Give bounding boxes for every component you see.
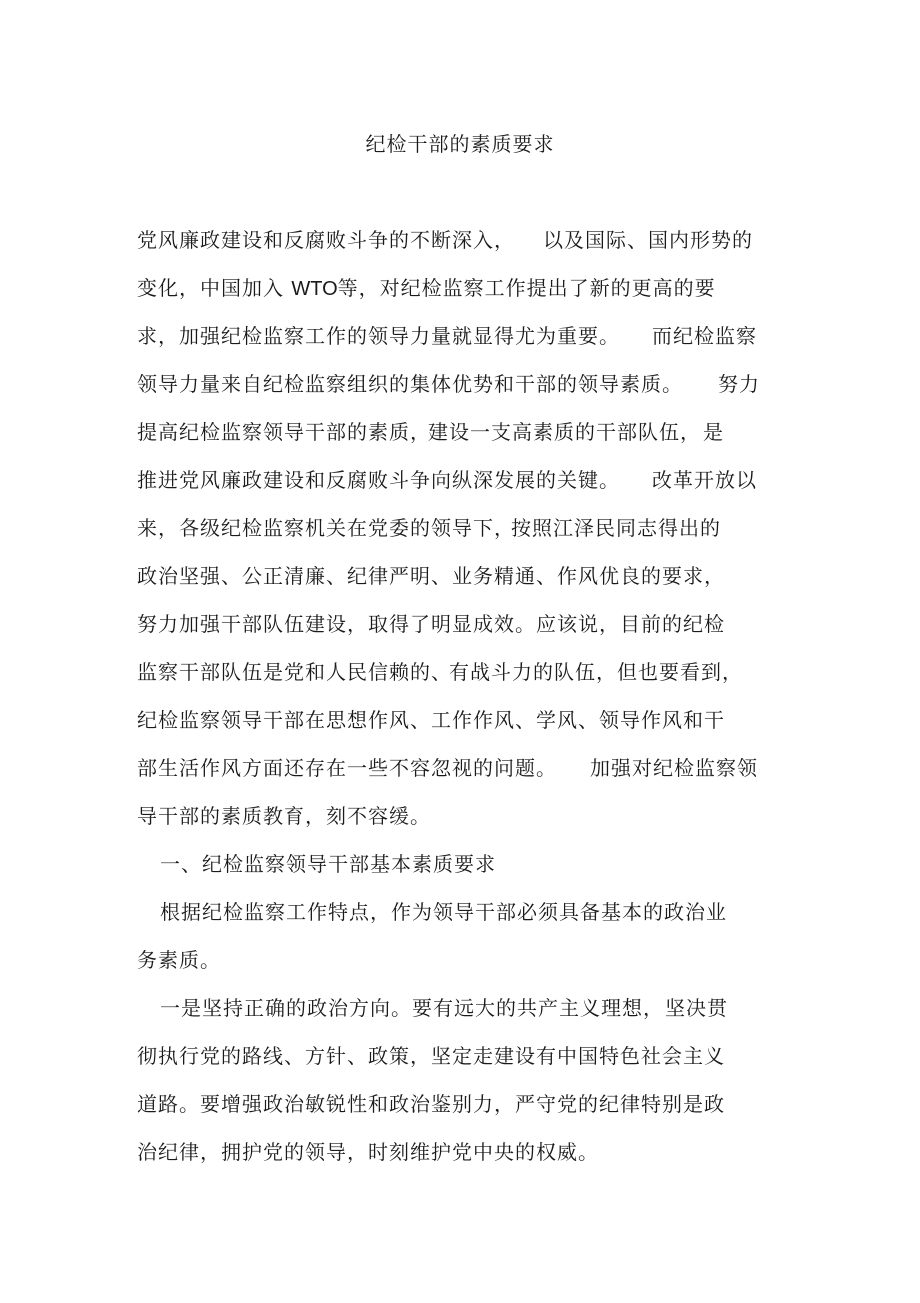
text-line: 一是坚持正确的政治方向。 [160,996,412,1020]
text-line: 加强对纪检监察领 [590,756,758,780]
text-line: 按照江泽民同志得出的 [511,516,721,540]
text-line: 有战斗力的队伍，但也要看到， [449,660,743,684]
text-segment: WTO [291,278,338,300]
text-line: 努力加强干部队伍建设，取得了明显成效。应该说，目前的纪检 [137,612,725,636]
text-line: 求，加强纪检监察工作的领导力量就显得尤为重要。 [137,324,620,348]
section-heading: 一、纪检监察领导干部基本素质要求 [160,852,496,876]
text-line: 领导力量来自纪检监察组织的集体优势和干部的领导素质。 [137,372,683,396]
text-line: 是 [703,420,724,444]
text-line: 部生活作风方面还存在一些不容忽视的问题。 [137,756,557,780]
text-line: 努力 [718,372,760,396]
text-line: 政治坚强、公正清廉、纪律严明、业务精通、作风优良的要求， [137,564,725,588]
text-line: 推进党风廉政建设和反腐败斗争向纵深发展的关键。 [137,468,620,492]
text-line: 以及国际、国内形势的 [543,228,753,252]
text-line: 根据纪检监察工作特点，作为领导干部必须具备基本的政治业 [160,900,727,924]
text-line: 党风廉政建设和反腐败斗争的不断深入， [137,228,515,252]
text-line: 提高纪检监察领导干部的素质， [137,420,431,444]
text-line: 来，各级纪检监察机关在党委的领导下， [137,516,515,540]
text-line: 要有远大的共产主义理想， [412,996,664,1020]
text-line: 导干部的素质教育，刻不容缓。 [137,804,431,828]
text-line: 坚决贯 [665,996,728,1020]
text-line: 改革开放以 [652,468,757,492]
text-line: 彻执行党的路线、方针、政策，坚定走建设有中国特色社会主义 [137,1044,725,1068]
document-title: 纪检干部的素质要求 [365,132,555,156]
text-segment: 变化，中国加入 [137,276,292,300]
text-line: 道路。要增强政治敏锐性和政治鉴别力，严守党的纪律特别是政 [137,1092,725,1116]
text-line: 监察干部队伍是党和人民信赖的、 [137,660,452,684]
text-segment: 等，对纪检监察工作提出了新的更高的要 [337,276,716,300]
text-line [137,272,716,305]
text-line: 务素质。 [137,948,221,972]
text-line: 治纪律，拥护党的领导，时刻维护党中央的权威。 [137,1140,599,1164]
text-line: 建设一支高素质的干部队伍， [428,420,701,444]
text-line: 而纪检监察 [652,324,757,348]
text-line: 纪检监察领导干部在思想作风、工作作风、学风、领导作风和干 [137,708,725,732]
